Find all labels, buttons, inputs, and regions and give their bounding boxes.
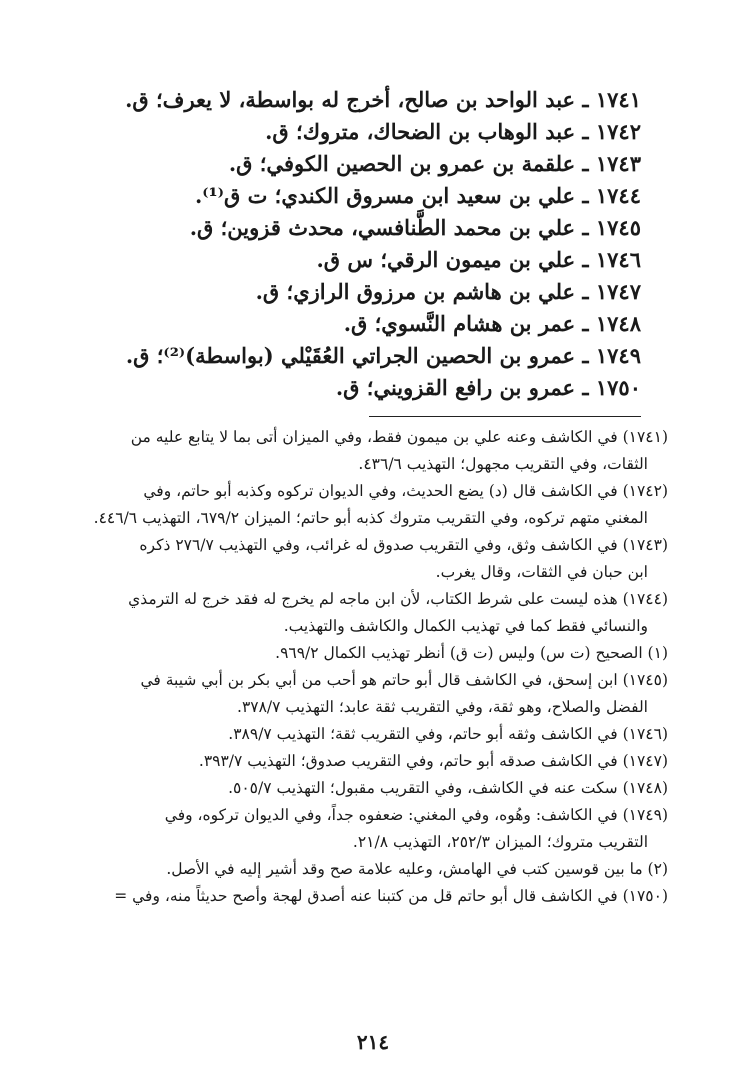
footnote-continuation: التقريب متروك؛ الميزان ٢٥٢/٣، التهذيب ٢١/٨. bbox=[352, 833, 648, 851]
footnote-1745 bbox=[80, 667, 668, 721]
footnote-1744 bbox=[80, 586, 668, 640]
page-number: ٢١٤ bbox=[356, 1030, 390, 1054]
footnote-first-line: (١٧٤٩) في الكاشف: وهُوه، وفي المغني: ضعفوه جداً، وفي الديوان تركوه، وفي bbox=[164, 806, 668, 824]
footnote-1750 bbox=[80, 883, 668, 910]
entry-1743: ١٧٤٣ ـ علقمة بن عمرو بن الحصين الكوفي؛ ق. bbox=[228, 151, 641, 176]
entry-1744: ١٧٤٤ ـ علي بن سعيد ابن مسروق الكندي؛ ت ق⁽¹⁾. bbox=[194, 183, 641, 208]
footnote-1743 bbox=[80, 532, 668, 586]
footnote-first-line: (١٧٤٣) في الكاشف وثق، وفي التقريب صدوق له غرائب، وفي التهذيب ٢٧٦/٧ ذكره bbox=[139, 536, 668, 554]
footnote-list bbox=[80, 424, 668, 910]
footnote-1749 bbox=[80, 802, 668, 856]
footnote-2 bbox=[80, 856, 668, 883]
footnote-continuation: والنسائي فقط كما في تهذيب الكمال والكاشف والتهذيب. bbox=[283, 617, 648, 635]
footnote-first-line: (٢) ما بين قوسين كتب في الهامش، وعليه علامة صح وقد أشير إليه في الأصل. bbox=[166, 860, 668, 878]
footnote-1747 bbox=[80, 748, 668, 775]
entry-1745: ١٧٤٥ ـ علي بن محمد الطَّنافسي، محدث قزوين؛ ق. bbox=[189, 215, 641, 240]
footnote-first-line: (١٧٤٦) في الكاشف وثقه أبو حاتم، وفي التقريب ثقة؛ التهذيب ٣٨٩/٧. bbox=[228, 725, 668, 743]
footnote-first-line: (١) الصحيح (ت س) وليس (ت ق) أنظر تهذيب الكمال ٩٦٩/٢. bbox=[275, 644, 668, 662]
entry-1746: ١٧٤٦ ـ علي بن ميمون الرقي؛ س ق. bbox=[316, 247, 641, 272]
footnote-continuation: الفضل والصلاح، وهو ثقة، وفي التقريب ثقة عابد؛ التهذيب ٣٧٨/٧. bbox=[237, 698, 648, 716]
footnote-continuation: المغني متهم تركوه، وفي التقريب متروك كذبه أبو حاتم؛ الميزان ٦٧٩/٢، التهذيب ٤٤٦/٦. bbox=[93, 509, 648, 527]
footnote-1 bbox=[80, 640, 668, 667]
footnote-1741 bbox=[80, 424, 668, 478]
footnote-first-line: (١٧٤٨) سكت عنه في الكاشف، وفي التقريب مقبول؛ التهذيب ٥٠٥/٧. bbox=[228, 779, 668, 797]
footnote-first-line: (١٧٤٥) ابن إسحق، في الكاشف قال أبو حاتم هو أحب من أبي بكر بن أبي شيبة في bbox=[140, 671, 668, 689]
entry-1741: ١٧٤١ ـ عبد الواحد بن صالح، أخرج له بواسطة، لا يعرف؛ ق. bbox=[125, 87, 641, 112]
footnote-first-line: (١٧٤١) في الكاشف وعنه علي بن ميمون فقط، وفي الميزان أتى بما لا يتابع عليه من bbox=[130, 428, 668, 446]
footnote-first-line: (١٧٤٤) هذه ليست على شرط الكتاب، لأن ابن ماجه لم يخرج له فقد خرج له الترمذي bbox=[128, 590, 668, 608]
entry-list bbox=[81, 84, 641, 404]
footnote-continuation: ابن حبان في الثقات، وقال يغرب. bbox=[435, 563, 648, 581]
footnote-first-line: (١٧٤٧) في الكاشف صدقه أبو حاتم، وفي التقريب صدوق؛ التهذيب ٣٩٣/٧. bbox=[198, 752, 668, 770]
entry-1749: ١٧٤٩ ـ عمرو بن الحصين الجراتي العُقَيْلي (بواسطة)⁽²⁾؛ ق. bbox=[125, 343, 641, 368]
entry-1750: ١٧٥٠ ـ عمرو بن رافع القزويني؛ ق. bbox=[335, 375, 641, 400]
footnote-1746 bbox=[80, 721, 668, 748]
entry-1748: ١٧٤٨ ـ عمر بن هشام النَّسوي؛ ق. bbox=[343, 311, 641, 336]
footnote-1742 bbox=[80, 478, 668, 532]
footnote-first-line: (١٧٥٠) في الكاشف قال أبو حاتم قل من كتبنا عنه أصدق لهجة وأصح حديثاً منه، وفي = bbox=[114, 887, 668, 905]
entry-1747: ١٧٤٧ ـ علي بن هاشم بن مرزوق الرازي؛ ق. bbox=[255, 279, 641, 304]
footnote-divider bbox=[369, 416, 641, 417]
footnote-1748 bbox=[80, 775, 668, 802]
entry-1742: ١٧٤٢ ـ عبد الوهاب بن الضحاك، متروك؛ ق. bbox=[265, 119, 641, 144]
footnote-continuation: الثقات، وفي التقريب مجهول؛ التهذيب ٤٣٦/٦. bbox=[358, 455, 648, 473]
footnote-first-line: (١٧٤٢) في الكاشف قال (د) يضع الحديث، وفي الديوان تركوه وكذبه أبو حاتم، وفي bbox=[143, 482, 668, 500]
